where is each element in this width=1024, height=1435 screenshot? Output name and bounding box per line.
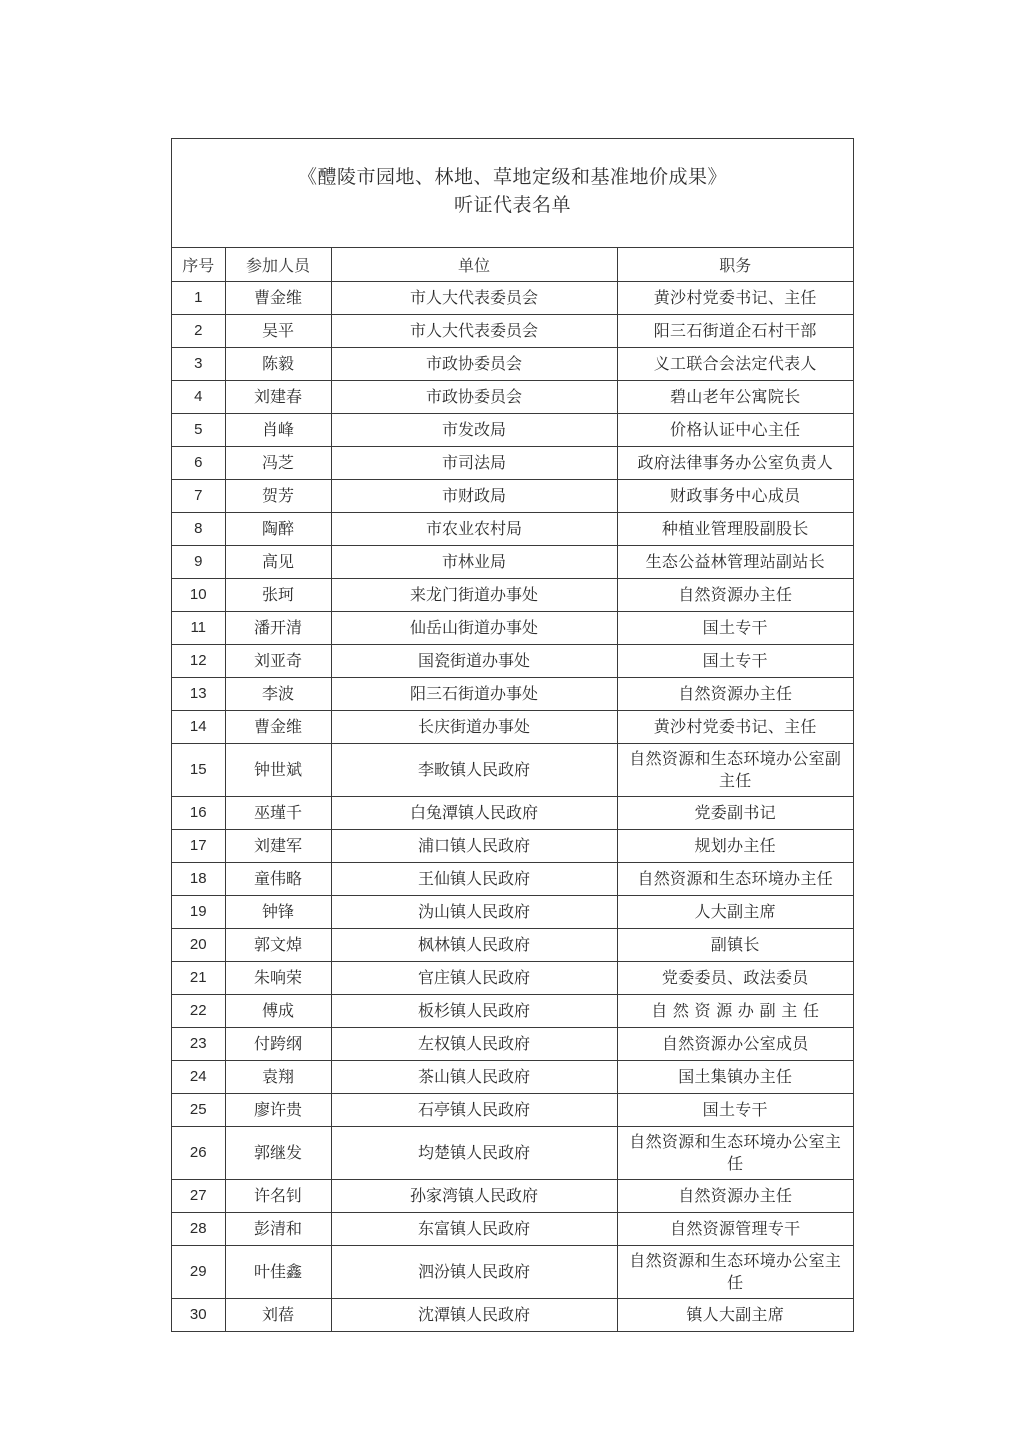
cell-serial-number: 4 [172,381,225,414]
cell-position: 自 然 资 源 办 副 主 任 [617,995,853,1028]
cell-position: 阳三石街道企石村干部 [617,315,853,348]
table-row [172,645,853,678]
cell-serial-number: 10 [172,579,225,612]
cell-serial-number: 29 [172,1246,225,1299]
cell-position: 自然资源办公室成员 [617,1028,853,1061]
cell-participant-name: 陶醉 [225,513,331,546]
table-row [172,797,853,830]
table-row [172,1213,853,1246]
cell-unit: 泗汾镇人民政府 [331,1246,617,1299]
cell-unit: 石亭镇人民政府 [331,1094,617,1127]
table-row [172,282,853,315]
cell-position: 黄沙村党委书记、主任 [617,711,853,744]
cell-unit: 来龙门街道办事处 [331,579,617,612]
cell-unit: 市发改局 [331,414,617,447]
cell-position: 党委委员、政法委员 [617,962,853,995]
cell-serial-number: 18 [172,863,225,896]
cell-serial-number: 12 [172,645,225,678]
cell-serial-number: 9 [172,546,225,579]
cell-unit: 市财政局 [331,480,617,513]
cell-participant-name: 钟锋 [225,896,331,929]
cell-unit: 市林业局 [331,546,617,579]
table-row [172,315,853,348]
cell-unit: 均楚镇人民政府 [331,1127,617,1180]
cell-participant-name: 朱响荣 [225,962,331,995]
cell-serial-number: 1 [172,282,225,315]
header-participant: 参加人员 [225,248,331,282]
table-row [172,513,853,546]
cell-unit: 市司法局 [331,447,617,480]
cell-position: 黄沙村党委书记、主任 [617,282,853,315]
cell-participant-name: 潘开清 [225,612,331,645]
cell-participant-name: 曹金维 [225,282,331,315]
table-row [172,830,853,863]
cell-unit: 市农业农村局 [331,513,617,546]
table-row [172,447,853,480]
header-position: 职务 [617,248,853,282]
cell-participant-name: 李波 [225,678,331,711]
table-row [172,896,853,929]
cell-unit: 阳三石街道办事处 [331,678,617,711]
cell-position: 自然资源和生态环境办公室主任 [617,1246,853,1299]
cell-position: 镇人大副主席 [617,1299,853,1332]
cell-participant-name: 刘建春 [225,381,331,414]
cell-participant-name: 贺芳 [225,480,331,513]
cell-participant-name: 张珂 [225,579,331,612]
cell-participant-name: 郭继发 [225,1127,331,1180]
cell-position: 自然资源管理专干 [617,1213,853,1246]
cell-serial-number: 25 [172,1094,225,1127]
cell-unit: 左权镇人民政府 [331,1028,617,1061]
table-row [172,381,853,414]
cell-serial-number: 11 [172,612,225,645]
cell-serial-number: 6 [172,447,225,480]
cell-participant-name: 叶佳鑫 [225,1246,331,1299]
cell-participant-name: 高见 [225,546,331,579]
cell-unit: 官庄镇人民政府 [331,962,617,995]
cell-unit: 枫林镇人民政府 [331,929,617,962]
cell-position: 自然资源办主任 [617,579,853,612]
cell-position: 党委副书记 [617,797,853,830]
cell-serial-number: 15 [172,744,225,797]
cell-unit: 仙岳山街道办事处 [331,612,617,645]
cell-position: 自然资源办主任 [617,1180,853,1213]
cell-participant-name: 冯芝 [225,447,331,480]
cell-participant-name: 肖峰 [225,414,331,447]
cell-participant-name: 刘亚奇 [225,645,331,678]
cell-serial-number: 3 [172,348,225,381]
cell-participant-name: 钟世斌 [225,744,331,797]
cell-position: 自然资源办主任 [617,678,853,711]
cell-participant-name: 陈毅 [225,348,331,381]
cell-participant-name: 巫瑾千 [225,797,331,830]
table-row [172,1028,853,1061]
cell-position: 自然资源和生态环境办主任 [617,863,853,896]
cell-serial-number: 17 [172,830,225,863]
cell-serial-number: 23 [172,1028,225,1061]
cell-position: 自然资源和生态环境办公室主任 [617,1127,853,1180]
cell-participant-name: 许名钊 [225,1180,331,1213]
representative-table [172,248,853,1331]
table-row [172,1094,853,1127]
cell-unit: 王仙镇人民政府 [331,863,617,896]
cell-unit: 市政协委员会 [331,348,617,381]
cell-position: 自然资源和生态环境办公室副主任 [617,744,853,797]
cell-position: 人大副主席 [617,896,853,929]
table-row [172,744,853,797]
cell-serial-number: 27 [172,1180,225,1213]
table-row [172,929,853,962]
cell-participant-name: 付跨纲 [225,1028,331,1061]
cell-participant-name: 袁翔 [225,1061,331,1094]
header-unit: 单位 [331,248,617,282]
cell-participant-name: 彭清和 [225,1213,331,1246]
table-row [172,348,853,381]
cell-participant-name: 曹金维 [225,711,331,744]
cell-position: 碧山老年公寓院长 [617,381,853,414]
cell-unit: 沈潭镇人民政府 [331,1299,617,1332]
cell-serial-number: 8 [172,513,225,546]
cell-unit: 白兔潭镇人民政府 [331,797,617,830]
table-row [172,1180,853,1213]
cell-position: 财政事务中心成员 [617,480,853,513]
cell-serial-number: 5 [172,414,225,447]
cell-unit: 孙家湾镇人民政府 [331,1180,617,1213]
cell-unit: 国瓷街道办事处 [331,645,617,678]
cell-participant-name: 刘蓓 [225,1299,331,1332]
cell-unit: 浦口镇人民政府 [331,830,617,863]
table-row [172,579,853,612]
cell-participant-name: 郭文焯 [225,929,331,962]
cell-participant-name: 刘建军 [225,830,331,863]
document-title-block [172,139,853,248]
cell-unit: 李畋镇人民政府 [331,744,617,797]
cell-serial-number: 30 [172,1299,225,1332]
cell-serial-number: 13 [172,678,225,711]
cell-position: 价格认证中心主任 [617,414,853,447]
representative-list-table-frame [171,138,854,1332]
cell-serial-number: 21 [172,962,225,995]
cell-position: 副镇长 [617,929,853,962]
cell-participant-name: 廖许贵 [225,1094,331,1127]
cell-unit: 东富镇人民政府 [331,1213,617,1246]
table-row [172,995,853,1028]
cell-serial-number: 26 [172,1127,225,1180]
cell-position: 国土专干 [617,645,853,678]
table-row [172,414,853,447]
table-row [172,863,853,896]
cell-serial-number: 28 [172,1213,225,1246]
cell-unit: 市人大代表委员会 [331,315,617,348]
cell-participant-name: 童伟略 [225,863,331,896]
cell-position: 国土专干 [617,1094,853,1127]
cell-position: 政府法律事务办公室负责人 [617,447,853,480]
cell-unit: 长庆街道办事处 [331,711,617,744]
cell-position: 规划办主任 [617,830,853,863]
cell-serial-number: 24 [172,1061,225,1094]
table-row [172,546,853,579]
cell-position: 国土专干 [617,612,853,645]
table-row [172,480,853,513]
cell-serial-number: 7 [172,480,225,513]
header-serial-number: 序号 [172,248,225,282]
table-header-row [172,248,853,282]
document-title: 《醴陵市园地、林地、草地定级和基准地价成果》 [297,166,727,188]
cell-serial-number: 20 [172,929,225,962]
cell-unit: 板杉镇人民政府 [331,995,617,1028]
cell-position: 种植业管理股副股长 [617,513,853,546]
document-subtitle: 听证代表名单 [453,194,571,216]
table-row [172,962,853,995]
cell-position: 生态公益林管理站副站长 [617,546,853,579]
table-row [172,1246,853,1299]
cell-position: 义工联合会法定代表人 [617,348,853,381]
cell-participant-name: 傅成 [225,995,331,1028]
cell-unit: 茶山镇人民政府 [331,1061,617,1094]
cell-serial-number: 19 [172,896,225,929]
table-row [172,1127,853,1180]
cell-serial-number: 14 [172,711,225,744]
cell-unit: 市人大代表委员会 [331,282,617,315]
table-row [172,1299,853,1332]
table-row [172,612,853,645]
cell-position: 国土集镇办主任 [617,1061,853,1094]
cell-serial-number: 2 [172,315,225,348]
cell-unit: 市政协委员会 [331,381,617,414]
table-row [172,1061,853,1094]
cell-serial-number: 22 [172,995,225,1028]
cell-participant-name: 吴平 [225,315,331,348]
cell-serial-number: 16 [172,797,225,830]
table-row [172,711,853,744]
table-row [172,678,853,711]
cell-unit: 沩山镇人民政府 [331,896,617,929]
